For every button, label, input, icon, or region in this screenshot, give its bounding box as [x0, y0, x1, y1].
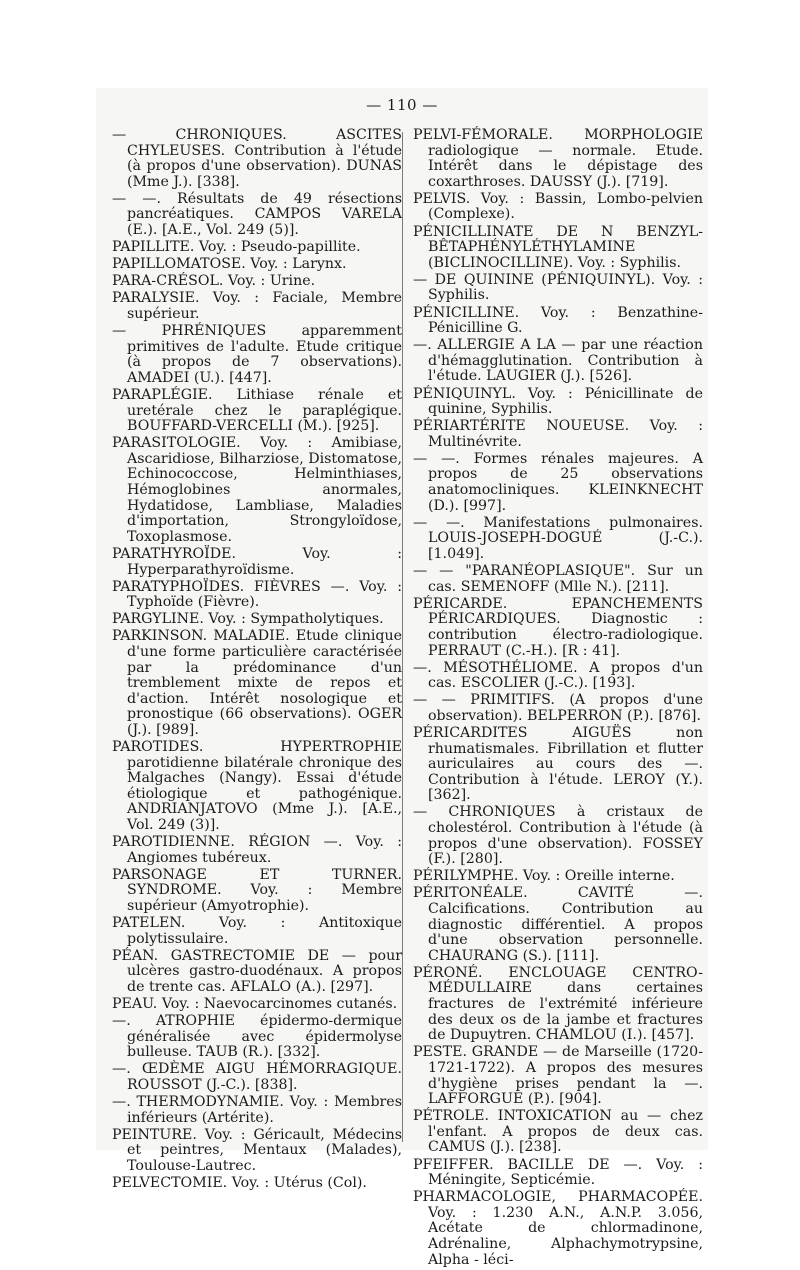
index-entry: — —. Manifestations pulmonaires. LOUIS-JOSEPH-DOGUÉ (J.-C.). [1.049].: [413, 514, 703, 562]
index-entry: PAPILLOMATOSE. Voy. : Larynx.: [112, 256, 347, 273]
index-entry: PÉRIARTÉRITE NOUEUSE. Voy. : Multinévrite.: [413, 418, 703, 450]
index-entry: PARA-CRÉSOL. Voy. : Urine.: [112, 273, 316, 290]
index-entry: PARATHYROÏDE. Voy. : Hyperparathyroïdisme.: [112, 545, 402, 578]
index-entry: PARATYPHOÏDES. FIÈVRES —. Voy. : Typhoïde (Fièvre).: [112, 578, 402, 611]
index-entry: PARALYSIE. Voy. : Faciale, Membre supérieur.: [112, 290, 402, 323]
index-entry: — CHRONIQUES. ASCITES CHYLEUSES. Contribution à l'étude (à propos d'une observation). DUNAS (Mme J.). [338].: [112, 127, 402, 190]
index-entry: —. ATROPHIE épidermo-dermique généralisée avec épidermolyse bulleuse. TAUB (R.). [332].: [112, 1013, 402, 1061]
index-entry: PÉRILYMPHE. Voy. : Oreille interne.: [413, 868, 675, 885]
left-column: [112, 128, 402, 1193]
index-entry: PARSONAGE ET TURNER. SYNDROME. Voy. : Membre supérieur (Amyotrophie).: [112, 866, 402, 914]
index-entry: — DE QUININE (PÉNIQUINYL). Voy. : Syphilis.: [413, 271, 703, 304]
index-entry: — PHRÉNIQUES apparemment primitives de l'adulte. Etude critique (à propos de 7 observations). AMADEI (U.). [447].: [112, 323, 402, 386]
index-entry: PAROTIDES. HYPERTROPHIE parotidienne bilatérale chronique des Malgaches (Nangy). Essai d'étude étiologique et pathogénique. ANDRIANJATOVO (Mme J.). [A.E., Vol. 249 (3)].: [112, 739, 402, 834]
index-entry: PÉRICARDE. EPANCHEMENTS PÉRICARDIQUES. Diagnostic : contribution électro-radiologique. PERRAUT (C.-H.). [R : 41].: [413, 595, 703, 659]
index-entry: PÉNICILLINE. Voy. : Benzathine-Pénicilline G.: [413, 304, 703, 337]
index-entry: PARKINSON. MALADIE. Etude clinique d'une forme particulière caractérisée par la prédominance d'un tremblement mixte de repos et d'action. Intérêt nosologique et pronostique (66 observations). OGER (J.). [989].: [112, 628, 402, 738]
index-entry: PATELEN. Voy. : Antitoxique polytissulaire.: [112, 915, 402, 947]
index-entry: —. ALLERGIE A LA — par une réaction d'hémagglutination. Contribution à l'étude. LAUGIER (J.). [526].: [413, 337, 703, 385]
index-entry: PAROTIDIENNE. RÉGION —. Voy. : Angiomes tubéreux.: [112, 834, 402, 866]
index-entry: PÉNICILLINATE DE N BENZYL-BÊTAPHÉNYLÉTHYLAMINE (BICLINOCILLINE). Voy. : Syphilis.: [413, 223, 703, 271]
index-entry: PAPILLITE. Voy. : Pseudo-papillite.: [112, 239, 361, 256]
right-column: [413, 128, 703, 1270]
index-entry: PARAPLÉGIE. Lithiase rénale et uretérale chez le paraplégique. BOUFFARD-VERCELLI (M.). [925].: [112, 387, 402, 435]
index-entry: — — "PARANÉOPLASIQUE". Sur un cas. SEMENOFF (Mlle N.). [211].: [413, 563, 703, 595]
index-entry: PESTE. GRANDE — de Marseille (1720-1721-1722). A propos des mesures d'hygiène prises pendant la —. LAFFORGUE (P.). [904].: [413, 1044, 703, 1108]
index-entry: — — PRIMITIFS. (A propos d'une observation). BELPERRON (P.). [876].: [413, 692, 703, 724]
index-entry: PÉRICARDITES AIGUËS non rhumatismales. Fibrillation et flutter auriculaires au cours des —. Contribution à l'étude. LEROY (Y.). [362].: [413, 724, 703, 804]
index-entry: — CHRONIQUES à cristaux de cholestérol. Contribution à l'étude (à propos d'une observation). FOSSEY (F.). [280].: [413, 804, 703, 868]
index-entry: PFEIFFER. BACILLE DE —. Voy. : Méningite, Septicémie.: [413, 1156, 703, 1189]
index-entry: PEAU. Voy. : Naevocarcinomes cutanés.: [112, 996, 398, 1013]
index-entry: PÉRITONÉALE. CAVITÉ —. Calcifications. Contribution au diagnostic différentiel. A propos d'une observation personnelle. CHAURANG (S.). [111].: [413, 885, 703, 964]
index-entry: PÉTROLE. INTOXICATION au — chez l'enfant. A propos de deux cas. CAMUS (J.). [238].: [413, 1108, 703, 1156]
index-entry: — —. Résultats de 49 résections pancréatiques. CAMPOS VARELA (E.). [A.E., Vol. 249 (5)].: [112, 190, 402, 239]
index-entry: PELVI-FÉMORALE. MORPHOLOGIE radiologique — normale. Etude. Intérêt dans le dépistage des coxarthroses. DAUSSY (J.). [719].: [413, 127, 703, 190]
index-entry: PELVIS. Voy. : Bassin, Lombo-pelvien (Complexe).: [413, 190, 703, 223]
page-number: — 110 —: [366, 96, 438, 114]
index-entry: PÉAN. GASTRECTOMIE DE — pour ulcères gastro-duodénaux. A propos de trente cas. AFLALO (A.). [297].: [112, 947, 402, 995]
index-entry: PARGYLINE. Voy. : Sympatholytiques.: [112, 611, 384, 628]
index-entry: PÉNIQUINYL. Voy. : Pénicillinate de quinine, Syphilis.: [413, 385, 703, 418]
index-entry: —. MÉSOTHÉLIOME. A propos d'un cas. ESCOLIER (J.-C.). [193].: [413, 659, 703, 692]
index-entry: PÉRONÉ. ENCLOUAGE CENTRO-MÉDULLAIRE dans certaines fractures de l'extrémité inférieure des deux os de la jambe et fractures de Dupuytren. CHAMLOU (I.). [457].: [413, 964, 703, 1044]
index-entry: —. THERMODYNAMIE. Voy. : Membres inférieurs (Artérite).: [112, 1094, 402, 1126]
index-entry: PELVECTOMIE. Voy. : Utérus (Col).: [112, 1175, 367, 1192]
index-entry: —. ŒDÈME AIGU HÉMORRAGIQUE. ROUSSOT (J.-C.). [838].: [112, 1061, 402, 1094]
index-page: [96, 88, 708, 1268]
index-entry: PARASITOLOGIE. Voy. : Amibiase, Ascaridiose, Bilharziose, Distomatose, Echinococcose, Helminthiases, Hémoglobines anormales, Hydatidose, Lambliase, Maladies d'importation, Strongyloïdose, Toxoplasmose.: [112, 435, 403, 545]
index-entry: PEINTURE. Voy. : Géricault, Médecins et peintres, Mentaux (Malades), Toulouse-Lautrec.: [112, 1126, 402, 1174]
column-divider: [402, 132, 403, 1142]
index-entry: PHARMACOLOGIE, PHARMACOPÉE. Voy. : 1.230 A.N., A.N.P. 3.056, Acétate de chlormadinone, Adrénaline, Alphachymotrypsine, Alpha - léci-: [413, 1189, 703, 1268]
index-entry: — —. Formes rénales majeures. A propos de 25 observations anatomocliniques. KLEINKNECHT (D.). [997].: [413, 450, 703, 514]
